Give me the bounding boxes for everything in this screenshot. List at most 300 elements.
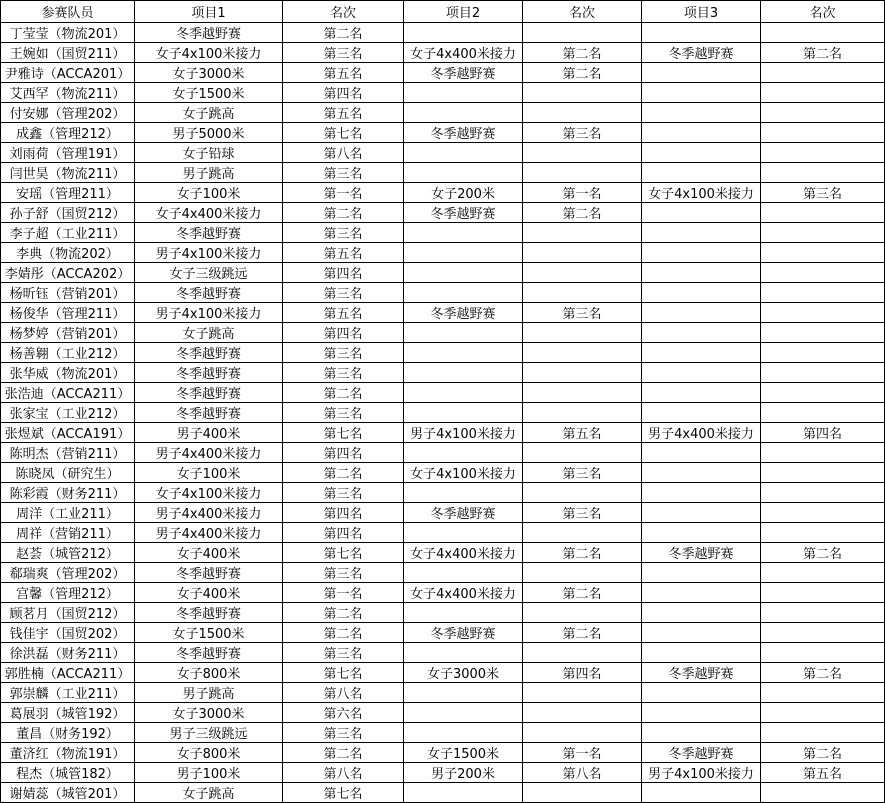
cell[interactable] [642, 603, 761, 623]
cell[interactable]: 冬季越野赛 [135, 283, 283, 303]
cell[interactable] [523, 563, 642, 583]
participant-cell[interactable]: 周祥（营销211） [1, 523, 135, 543]
cell[interactable]: 第三名 [283, 223, 404, 243]
cell[interactable]: 第二名 [283, 383, 404, 403]
cell[interactable]: 第五名 [523, 423, 642, 443]
cell[interactable] [642, 103, 761, 123]
cell[interactable] [761, 723, 885, 743]
cell[interactable]: 女子跳高 [135, 323, 283, 343]
cell[interactable]: 女子1500米 [404, 743, 523, 763]
cell[interactable] [523, 383, 642, 403]
cell[interactable] [761, 403, 885, 423]
cell[interactable]: 第七名 [283, 663, 404, 683]
cell[interactable]: 第二名 [283, 603, 404, 623]
cell[interactable]: 女子400米 [135, 583, 283, 603]
participant-cell[interactable]: 张煜斌（ACCA191） [1, 423, 135, 443]
cell[interactable]: 第四名 [283, 263, 404, 283]
column-header[interactable]: 名次 [761, 1, 885, 23]
column-header[interactable]: 参赛队员 [1, 1, 135, 23]
cell[interactable]: 第八名 [283, 683, 404, 703]
cell[interactable]: 女子跳高 [135, 103, 283, 123]
header-row [1, 1, 885, 23]
cell[interactable]: 男子400米 [135, 423, 283, 443]
cell[interactable]: 第二名 [283, 463, 404, 483]
cell[interactable]: 第四名 [283, 83, 404, 103]
cell[interactable]: 第二名 [283, 623, 404, 643]
cell[interactable]: 冬季越野赛 [135, 563, 283, 583]
cell[interactable]: 第二名 [523, 43, 642, 63]
participant-cell[interactable]: 安瑶（管理211） [1, 183, 135, 203]
cell[interactable] [642, 563, 761, 583]
cell[interactable]: 第二名 [283, 203, 404, 223]
participant-cell[interactable]: 周洋（工业211） [1, 503, 135, 523]
cell[interactable] [642, 203, 761, 223]
cell[interactable]: 女子4x400米接力 [404, 543, 523, 563]
cell[interactable]: 第二名 [761, 43, 885, 63]
cell[interactable]: 第二名 [523, 543, 642, 563]
cell[interactable]: 女子1500米 [135, 83, 283, 103]
cell[interactable]: 冬季越野赛 [642, 663, 761, 683]
cell[interactable] [761, 103, 885, 123]
cell[interactable]: 冬季越野赛 [404, 303, 523, 323]
participant-cell[interactable]: 王婉如（国贸211） [1, 43, 135, 63]
cell[interactable] [761, 263, 885, 283]
participant-cell[interactable]: 张华威（物流201） [1, 363, 135, 383]
cell[interactable]: 第三名 [283, 643, 404, 663]
cell[interactable]: 女子4x100米接力 [135, 483, 283, 503]
cell[interactable] [642, 263, 761, 283]
cell[interactable] [404, 523, 523, 543]
cell[interactable]: 第四名 [761, 423, 885, 443]
cell[interactable]: 女子200米 [404, 183, 523, 203]
cell[interactable] [404, 283, 523, 303]
cell[interactable]: 第二名 [523, 203, 642, 223]
table-row [1, 83, 885, 103]
cell[interactable]: 第三名 [283, 343, 404, 363]
participant-cell[interactable]: 郭胜楠（ACCA211） [1, 663, 135, 683]
cell[interactable]: 女子3000米 [404, 663, 523, 683]
cell[interactable] [761, 23, 885, 43]
cell[interactable]: 第四名 [283, 503, 404, 523]
cell[interactable] [404, 343, 523, 363]
cell[interactable]: 冬季越野赛 [135, 343, 283, 363]
table-row [1, 123, 885, 143]
cell[interactable] [404, 223, 523, 243]
cell[interactable] [404, 603, 523, 623]
cell[interactable]: 女子4x100米接力 [642, 183, 761, 203]
cell[interactable]: 冬季越野赛 [404, 203, 523, 223]
cell[interactable]: 男子跳高 [135, 163, 283, 183]
cell[interactable]: 第二名 [283, 23, 404, 43]
cell[interactable]: 第四名 [523, 663, 642, 683]
table-row [1, 243, 885, 263]
cell[interactable]: 冬季越野赛 [404, 503, 523, 523]
table-row [1, 483, 885, 503]
participant-cell[interactable]: 李典（物流202） [1, 243, 135, 263]
table-row [1, 203, 885, 223]
cell[interactable]: 冬季越野赛 [404, 63, 523, 83]
participant-cell[interactable]: 郗瑞爽（管理202） [1, 563, 135, 583]
cell[interactable] [404, 363, 523, 383]
cell[interactable] [761, 63, 885, 83]
cell[interactable] [761, 583, 885, 603]
cell[interactable] [523, 683, 642, 703]
participant-cell[interactable]: 顾茗月（国贸212） [1, 603, 135, 623]
table-row [1, 603, 885, 623]
cell[interactable] [642, 583, 761, 603]
participant-cell[interactable]: 钱佳宇（国贸202） [1, 623, 135, 643]
table-row [1, 363, 885, 383]
participant-cell[interactable]: 张家宝（工业212） [1, 403, 135, 423]
cell[interactable] [761, 503, 885, 523]
participant-cell[interactable]: 董济红（物流191） [1, 743, 135, 763]
cell[interactable] [642, 703, 761, 723]
cell[interactable] [761, 603, 885, 623]
cell[interactable] [642, 383, 761, 403]
cell[interactable] [761, 523, 885, 543]
cell[interactable] [642, 143, 761, 163]
table-row [1, 743, 885, 763]
cell[interactable]: 第七名 [283, 423, 404, 443]
column-header[interactable]: 项目2 [404, 1, 523, 23]
cell[interactable]: 男子4x400米接力 [642, 423, 761, 443]
participant-cell[interactable]: 张浩迪（ACCA211） [1, 383, 135, 403]
cell[interactable]: 第八名 [523, 763, 642, 783]
cell[interactable]: 冬季越野赛 [642, 743, 761, 763]
cell[interactable]: 第一名 [283, 183, 404, 203]
participant-cell[interactable]: 宫馨（管理212） [1, 583, 135, 603]
cell[interactable] [523, 83, 642, 103]
cell[interactable] [523, 363, 642, 383]
cell[interactable] [761, 243, 885, 263]
cell[interactable]: 男子4x100米接力 [404, 423, 523, 443]
cell[interactable]: 女子100米 [135, 183, 283, 203]
participant-cell[interactable]: 陈彩霞（财务211） [1, 483, 135, 503]
cell[interactable] [523, 343, 642, 363]
cell[interactable] [404, 723, 523, 743]
cell[interactable] [523, 263, 642, 283]
cell[interactable] [761, 363, 885, 383]
cell[interactable] [642, 283, 761, 303]
participant-cell[interactable]: 尹雅诗（ACCA201） [1, 63, 135, 83]
cell[interactable]: 男子4x400米接力 [135, 523, 283, 543]
cell[interactable]: 冬季越野赛 [642, 543, 761, 563]
cell[interactable]: 第三名 [283, 563, 404, 583]
cell[interactable]: 第八名 [283, 143, 404, 163]
cell[interactable]: 第二名 [761, 743, 885, 763]
cell[interactable]: 男子跳高 [135, 683, 283, 703]
cell[interactable]: 第二名 [761, 543, 885, 563]
table-row [1, 663, 885, 683]
cell[interactable] [761, 783, 885, 803]
cell[interactable]: 女子3000米 [135, 63, 283, 83]
cell[interactable] [404, 263, 523, 283]
cell[interactable] [642, 123, 761, 143]
cell[interactable]: 女子三级跳远 [135, 263, 283, 283]
participant-cell[interactable]: 徐洪磊（财务211） [1, 643, 135, 663]
cell[interactable] [761, 483, 885, 503]
cell[interactable] [523, 163, 642, 183]
table-row [1, 223, 885, 243]
cell[interactable]: 女子800米 [135, 663, 283, 683]
cell[interactable]: 女子铅球 [135, 143, 283, 163]
cell[interactable] [761, 303, 885, 323]
participant-cell[interactable]: 李婧彤（ACCA202） [1, 263, 135, 283]
cell[interactable] [523, 483, 642, 503]
cell[interactable]: 女子400米 [135, 543, 283, 563]
cell[interactable] [523, 143, 642, 163]
table-row [1, 43, 885, 63]
cell[interactable] [523, 783, 642, 803]
cell[interactable]: 第二名 [283, 743, 404, 763]
cell[interactable]: 第三名 [761, 183, 885, 203]
cell[interactable]: 男子200米 [404, 763, 523, 783]
cell[interactable] [642, 503, 761, 523]
participant-cell[interactable]: 杨梦婷（营销201） [1, 323, 135, 343]
participant-cell[interactable]: 赵荟（城管212） [1, 543, 135, 563]
cell[interactable] [761, 343, 885, 363]
participant-cell[interactable]: 丁莹莹（物流201） [1, 23, 135, 43]
cell[interactable] [523, 23, 642, 43]
cell[interactable]: 第三名 [523, 303, 642, 323]
cell[interactable]: 第三名 [283, 363, 404, 383]
cell[interactable] [761, 383, 885, 403]
cell[interactable]: 女子4x100米接力 [404, 463, 523, 483]
cell[interactable] [642, 223, 761, 243]
cell[interactable] [404, 683, 523, 703]
cell[interactable] [642, 723, 761, 743]
table-row [1, 423, 885, 443]
cell[interactable]: 第四名 [283, 443, 404, 463]
cell[interactable] [761, 563, 885, 583]
cell[interactable] [761, 443, 885, 463]
cell[interactable] [404, 163, 523, 183]
cell[interactable]: 第五名 [283, 303, 404, 323]
cell[interactable]: 第一名 [283, 583, 404, 603]
cell[interactable] [404, 143, 523, 163]
participant-cell[interactable]: 陈明杰（营销211） [1, 443, 135, 463]
cell[interactable]: 第三名 [523, 123, 642, 143]
cell[interactable]: 男子5000米 [135, 123, 283, 143]
table-row [1, 523, 885, 543]
cell[interactable]: 男子4x100米接力 [642, 763, 761, 783]
cell[interactable] [404, 383, 523, 403]
cell[interactable]: 第三名 [523, 503, 642, 523]
column-header[interactable]: 项目1 [135, 1, 283, 23]
cell[interactable]: 女子3000米 [135, 703, 283, 723]
participant-cell[interactable]: 艾西罕（物流211） [1, 83, 135, 103]
table-row [1, 143, 885, 163]
table-row [1, 503, 885, 523]
cell[interactable]: 冬季越野赛 [404, 123, 523, 143]
cell[interactable]: 冬季越野赛 [135, 403, 283, 423]
cell[interactable] [761, 683, 885, 703]
cell[interactable] [523, 643, 642, 663]
participant-cell[interactable]: 杨善翱（工业212） [1, 343, 135, 363]
table-body [1, 23, 885, 803]
participant-cell[interactable]: 陈晓凤（研究生） [1, 463, 135, 483]
cell[interactable]: 女子1500米 [135, 623, 283, 643]
cell[interactable]: 第四名 [283, 523, 404, 543]
cell[interactable] [761, 643, 885, 663]
cell[interactable]: 冬季越野赛 [135, 643, 283, 663]
cell[interactable]: 第五名 [283, 63, 404, 83]
cell[interactable]: 第八名 [283, 763, 404, 783]
cell[interactable] [761, 143, 885, 163]
cell[interactable] [761, 163, 885, 183]
cell[interactable] [404, 243, 523, 263]
cell[interactable]: 女子800米 [135, 743, 283, 763]
cell[interactable] [523, 703, 642, 723]
cell[interactable] [523, 443, 642, 463]
cell[interactable] [642, 483, 761, 503]
cell[interactable] [642, 783, 761, 803]
cell[interactable] [404, 403, 523, 423]
cell[interactable] [523, 103, 642, 123]
cell[interactable] [642, 303, 761, 323]
participant-cell[interactable]: 闫世昊（物流211） [1, 163, 135, 183]
cell[interactable]: 第七名 [283, 543, 404, 563]
cell[interactable] [761, 223, 885, 243]
participant-cell[interactable]: 孙子舒（国贸212） [1, 203, 135, 223]
cell[interactable]: 冬季越野赛 [135, 383, 283, 403]
cell[interactable] [761, 623, 885, 643]
cell[interactable] [761, 703, 885, 723]
cell[interactable]: 第五名 [283, 243, 404, 263]
cell[interactable] [642, 683, 761, 703]
participant-cell[interactable]: 李子超（工业211） [1, 223, 135, 243]
cell[interactable]: 男子100米 [135, 763, 283, 783]
cell[interactable] [642, 403, 761, 423]
cell[interactable] [404, 483, 523, 503]
cell[interactable] [523, 603, 642, 623]
table-row [1, 643, 885, 663]
cell[interactable]: 冬季越野赛 [642, 43, 761, 63]
cell[interactable] [523, 403, 642, 423]
participant-cell[interactable]: 谢婧蕊（城管201） [1, 783, 135, 803]
cell[interactable]: 冬季越野赛 [135, 223, 283, 243]
cell[interactable]: 第四名 [283, 323, 404, 343]
cell[interactable] [642, 443, 761, 463]
participant-cell[interactable]: 董昌（财务192） [1, 723, 135, 743]
cell[interactable]: 男子三级跳远 [135, 723, 283, 743]
cell[interactable]: 第二名 [523, 583, 642, 603]
cell[interactable] [404, 443, 523, 463]
participant-cell[interactable]: 杨俊华（管理211） [1, 303, 135, 323]
cell[interactable]: 第三名 [283, 723, 404, 743]
cell[interactable]: 女子4x100米接力 [135, 43, 283, 63]
cell[interactable] [404, 323, 523, 343]
cell[interactable]: 第六名 [283, 703, 404, 723]
cell[interactable]: 第一名 [523, 743, 642, 763]
cell[interactable]: 第三名 [283, 483, 404, 503]
cell[interactable] [642, 463, 761, 483]
cell[interactable] [404, 643, 523, 663]
cell[interactable] [761, 123, 885, 143]
participant-cell[interactable]: 刘雨荷（管理191） [1, 143, 135, 163]
cell[interactable]: 第三名 [283, 163, 404, 183]
cell[interactable] [761, 463, 885, 483]
cell[interactable] [523, 283, 642, 303]
cell[interactable] [642, 243, 761, 263]
cell[interactable] [642, 23, 761, 43]
cell[interactable] [404, 83, 523, 103]
cell[interactable]: 冬季越野赛 [135, 23, 283, 43]
cell[interactable]: 冬季越野赛 [135, 363, 283, 383]
cell[interactable] [404, 703, 523, 723]
cell[interactable] [642, 643, 761, 663]
cell[interactable] [642, 363, 761, 383]
cell[interactable]: 第三名 [283, 283, 404, 303]
cell[interactable] [642, 343, 761, 363]
cell[interactable]: 男子4x100米接力 [135, 303, 283, 323]
participant-cell[interactable]: 成鑫（管理212） [1, 123, 135, 143]
cell[interactable]: 女子4x400米接力 [404, 43, 523, 63]
cell[interactable] [761, 283, 885, 303]
cell[interactable]: 第二名 [523, 623, 642, 643]
cell[interactable] [761, 203, 885, 223]
cell[interactable] [404, 783, 523, 803]
cell[interactable] [523, 323, 642, 343]
cell[interactable] [404, 563, 523, 583]
cell[interactable]: 女子4x400米接力 [404, 583, 523, 603]
cell[interactable]: 男子4x400米接力 [135, 503, 283, 523]
column-header[interactable]: 项目3 [642, 1, 761, 23]
participant-cell[interactable]: 杨昕钰（营销201） [1, 283, 135, 303]
cell[interactable] [404, 23, 523, 43]
table-row [1, 543, 885, 563]
cell[interactable]: 第一名 [523, 183, 642, 203]
cell[interactable]: 女子100米 [135, 463, 283, 483]
cell[interactable]: 冬季越野赛 [404, 623, 523, 643]
cell[interactable]: 女子4x400米接力 [135, 203, 283, 223]
cell[interactable]: 男子4x100米接力 [135, 243, 283, 263]
column-header[interactable]: 名次 [523, 1, 642, 23]
cell[interactable]: 第三名 [283, 403, 404, 423]
cell[interactable]: 男子4x400米接力 [135, 443, 283, 463]
cell[interactable] [642, 63, 761, 83]
participant-cell[interactable]: 葛展羽（城管192） [1, 703, 135, 723]
column-header[interactable]: 名次 [283, 1, 404, 23]
cell[interactable]: 第二名 [761, 663, 885, 683]
cell[interactable] [761, 323, 885, 343]
cell[interactable]: 女子跳高 [135, 783, 283, 803]
cell[interactable] [642, 163, 761, 183]
participant-cell[interactable]: 程杰（城管182） [1, 763, 135, 783]
participant-cell[interactable]: 郭崇麟（工业211） [1, 683, 135, 703]
cell[interactable] [523, 723, 642, 743]
table-row [1, 703, 885, 723]
cell[interactable] [523, 243, 642, 263]
cell[interactable] [404, 103, 523, 123]
cell[interactable]: 第七名 [283, 123, 404, 143]
cell[interactable] [761, 83, 885, 103]
participant-cell[interactable]: 付安娜（管理202） [1, 103, 135, 123]
cell[interactable] [642, 83, 761, 103]
cell[interactable] [642, 323, 761, 343]
cell[interactable] [523, 523, 642, 543]
cell[interactable]: 第五名 [283, 103, 404, 123]
cell[interactable] [642, 623, 761, 643]
cell[interactable]: 第五名 [761, 763, 885, 783]
cell[interactable]: 冬季越野赛 [135, 603, 283, 623]
cell[interactable]: 第七名 [283, 783, 404, 803]
cell[interactable]: 第二名 [523, 63, 642, 83]
cell[interactable] [523, 223, 642, 243]
cell[interactable]: 第三名 [523, 463, 642, 483]
cell[interactable]: 第三名 [283, 43, 404, 63]
cell[interactable] [642, 523, 761, 543]
